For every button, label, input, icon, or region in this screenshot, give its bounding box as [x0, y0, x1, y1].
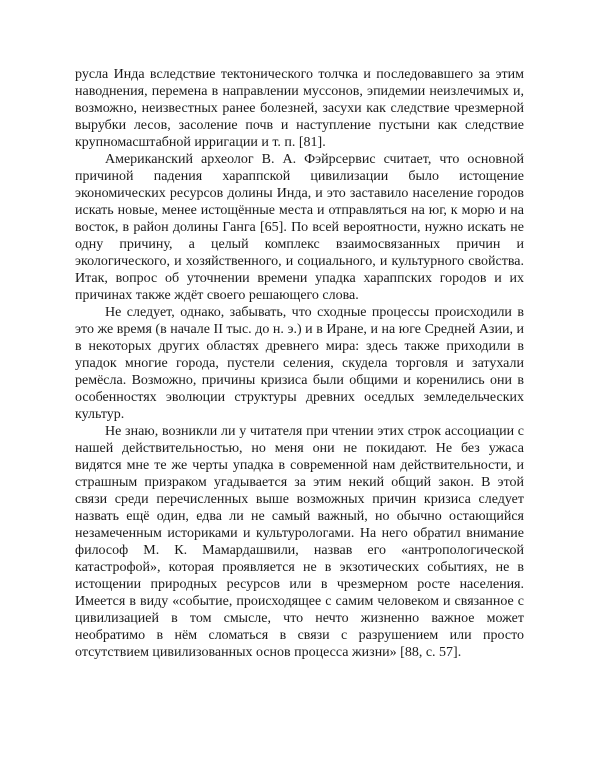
document-page [75, 66, 524, 661]
paragraph-3: Не следует, однако, забывать, что сходные процессы происходили в это же время (в начале II тыс. до н. э.) и в Иране, и на юге Средней Азии, и в некоторых других областях древнего мира: здесь также приходили в упадок многие города, пустели селения, скудела торговля и затухали ремёсла. Возможно, причины кризиса были общими и коренились они в особенностях эволюции структуры древних оседлых земледельческих культур. [75, 305, 524, 422]
paragraph-2: Американский археолог В. А. Фэйрсервис считает, что основной причиной падения хараппской цивилизации было истощение экономических ресурсов долины Инда, и это заставило население городов искать новые, менее истощённые места и отправляться на юг, к морю и на восток, в район долины Ганга [65]. По всей вероятности, нужно искать не одну причину, а целый комплекс взаимосвязанных причин и экологического, и хозяйственного, и социального, и культурного свойства. Итак, вопрос об уточнении времени упадка хараппских городов и их причинах также ждёт своего решающего слова. [75, 152, 524, 303]
paragraph-4: Не знаю, возникли ли у читателя при чтении этих строк ассоциации с нашей действительностью, но меня они не покидают. Не без ужаса видятся мне те же черты упадка в современной нам действительности, и страшным призраком угадывается за этим некий общий закон. В этой связи среди перечисленных выше возможных причин кризиса следует назвать ещё один, едва ли не самый важный, но обычно остающийся незамеченным историками и культурологами. На него обратил внимание философ М. К. Мамардашвили, назвав его «антропологической катастрофой», которая проявляется не в экзотических событиях, не в истощении природных ресурсов или в чрезмерном росте населения. Имеется в виду «событие, происходящее с самим человеком и связанное с цивилизацией в том смысле, что нечто жизненно важное может необратимо в нём сломаться в связи с разрушением или просто отсутствием цивилизованных основ процесса жизни» [88, с. 57]. [75, 424, 524, 660]
paragraph-1: русла Инда вследствие тектонического толчка и последовавшего за этим наводнения, перемена в направлении муссонов, эпидемии неизлечимых и, возможно, неизвестных ранее болезней, засухи как следствие чрезмерной вырубки лесов, засоление почв и наступление пустыни как следствие крупномасштабной ирригации и т. п. [81]. [75, 67, 524, 150]
